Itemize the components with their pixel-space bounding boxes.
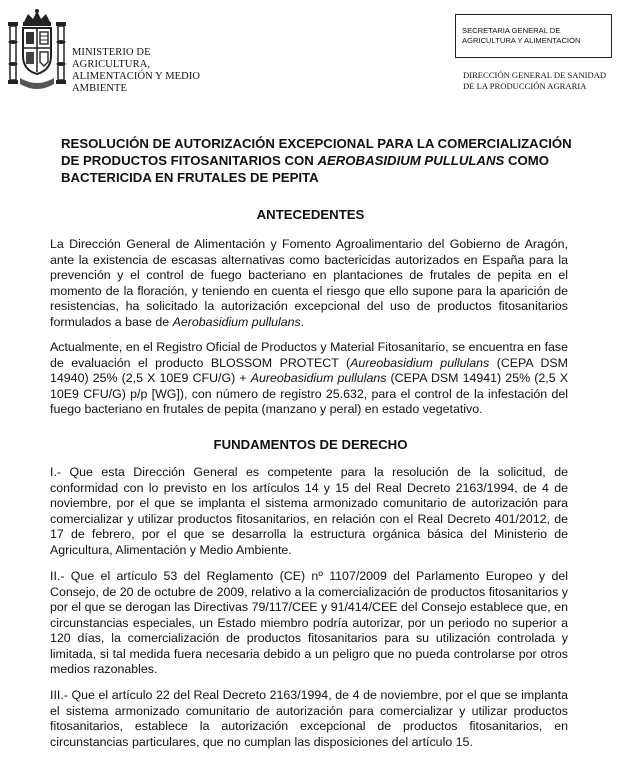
paragraph-text: . (300, 314, 305, 329)
species-name: Aureobasidium pullulans (350, 355, 490, 370)
secretariat-line: AGRICULTURA Y ALIMENTACIÓN (462, 35, 581, 45)
ministry-line: AMBIENTE (72, 83, 128, 94)
paragraph-fundamento-1 (50, 465, 568, 558)
title-line-3: BACTERICIDA EN FRUTALES DE PEPITA (61, 170, 319, 185)
title-species: AEROBASIDIUM PULLULANS (317, 153, 505, 168)
paragraph-antecedentes-2 (50, 340, 568, 418)
section-heading-fundamentos: FUNDAMENTOS DE DERECHO (213, 437, 408, 452)
paragraph-text: (CEPA DSM 14940) 25% (2,5 X 10E9 CFU/G) + (50, 355, 568, 385)
directorate-line: DE LA PRODUCCIÓN AGRARIA (463, 81, 587, 91)
ministry-name (72, 47, 200, 95)
title-text: COMO (504, 153, 549, 168)
paragraph-text: Actualmente, en el Registro Oficial de Productos y Material Fitosanitario, se encuentra en fase de evaluación el producto BLOSSOM PROTECT ( (50, 340, 568, 370)
species-name: Aureobasidium pullulans (250, 371, 387, 385)
paragraph-antecedentes-1 (50, 237, 568, 330)
paragraph-text: III.- Que el artículo 22 del Real Decreto 2163/1994, de 4 de noviembre, por el que se implanta el sistema armonizado comunitario de autorización para comercializar y utilizar productos fitosanitarios, establece la autorización excepcional de productos fitosanitarios, en circunstancias particulares, que no cumplan las disposiciones del artículo 15. (50, 688, 568, 749)
directorate-line: DIRECCIÓN GENERAL DE SANIDAD (463, 70, 607, 80)
species-name: Aerobasidium pullulans (172, 314, 301, 329)
paragraph-text: La Dirección General de Alimentación y Fomento Agroalimentario del Gobierno de Aragón, ante la existencia de escasas alternativas como bactericidas autorizados en España para la prevención y el control de fuego bacteriano en plantaciones de frutales de pepita en el momento de la floración, y teniendo en cuenta el riesgo que ello supone para la aparición de resistencias, ha solicitado la autorización excepcional del uso de productos fitosanitarios formulados a base de (50, 237, 568, 329)
ministry-line: ALIMENTACIÓN Y MEDIO (72, 71, 201, 82)
paragraph-text: I.- Que esta Dirección General es competente para la resolución de la solicitud, de conformidad con lo previsto en los artículos 14 y 15 del Real Decreto 2163/1994, de 4 de noviembre, por el que se implanta el sistema armonizado comunitario de autorización para comercializar y utilizar productos fitosanitarios, en relación con el Real Decreto 401/2012, de 17 de febrero, por el que se desarrolla la estructura orgánica básica del Ministerio de Agricultura, Alimentación y Medio Ambiente. (50, 465, 568, 557)
paragraph-fundamento-3 (50, 688, 568, 750)
paragraph-text: (CEPA DSM 14941) 25% (2,5 X 10E9 CFU/G) p/p [WG]), con número de registro 25.632, para el control de la infestación del fuego bacteriano en frutales de pepita (manzano y peral) en estado vegetativo. (50, 371, 568, 416)
ministry-line: AGRICULTURA, (72, 59, 151, 70)
paragraph-fundamento-2 (50, 569, 568, 678)
coat-of-arms-icon (6, 8, 68, 94)
title-line-1: RESOLUCIÓN DE AUTORIZACIÓN EXCEPCIONAL PARA LA COMERCIALIZACIÓN (61, 136, 572, 151)
paragraph-text: II.- Que el artículo 53 del Reglamento (CE) nº 1107/2009 del Parlamento Europeo y del Consejo, de 20 de octubre de 2009, relativo a la comercialización de productos fitosanitarios y por el que se derogan las Directivas 79/117/CEE y 91/414/CEE del Consejo establece que, en circunstancias especiales, un Estado miembro podría autorizar, por un periodo no superior a 120 días, la comercialización de productos fitosanitarios para su utilización controlada y limitada, si tal medida fuera necesaria debido a un peligro que no pueda controlarse por otros medios razonables. (50, 569, 568, 676)
title-line-2 (61, 152, 586, 169)
section-heading-antecedentes: ANTECEDENTES (256, 207, 365, 222)
secretariat-box (455, 14, 612, 58)
secretariat-line: SECRETARIA GENERAL DE (462, 26, 561, 35)
document-title (61, 135, 586, 186)
title-text: DE PRODUCTOS FITOSANITARIOS CON (61, 153, 318, 168)
ministry-line: MINISTERIO DE (72, 47, 151, 58)
directorate-name (463, 70, 606, 92)
